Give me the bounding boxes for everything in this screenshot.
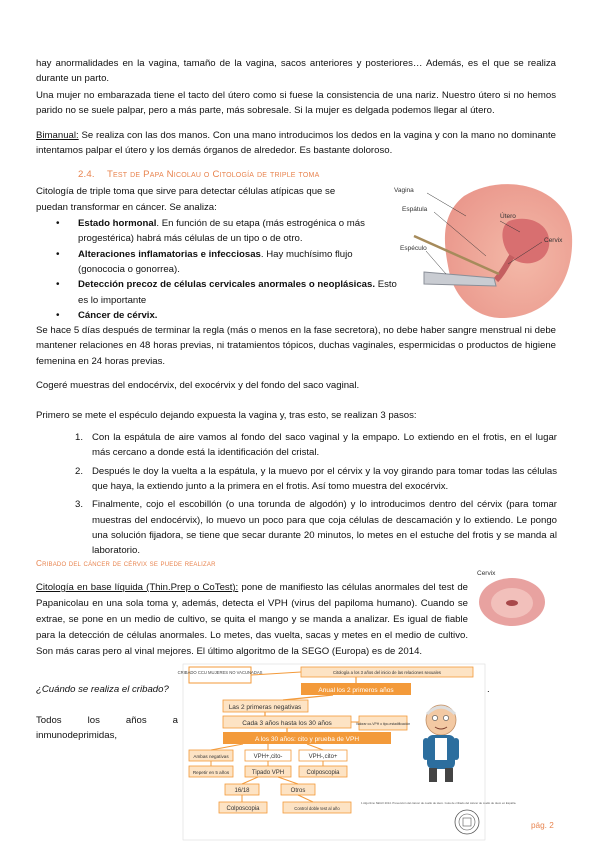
- bullet-bold: Cáncer de cérvix.: [78, 310, 158, 322]
- liquid-cytology-label: Citología en base líquida (Thin.Prep o CoTest):: [36, 582, 239, 593]
- question-period: .: [487, 684, 490, 695]
- anatomy-label-especulo: Espéculo: [400, 245, 427, 252]
- list-item: [56, 277, 400, 308]
- list-item: [75, 497, 557, 558]
- step-number: 2.: [75, 465, 84, 477]
- bullet-dot-icon: •: [56, 279, 60, 291]
- bullet-dot-icon: •: [56, 248, 60, 260]
- todos-text: Todos los años a inmunodeprimidas,: [36, 715, 178, 742]
- flow-text-valorar: Valorar co-VPH o tipo-estadificación: [355, 722, 411, 726]
- list-item: [56, 247, 400, 278]
- flow-text-control: Control doble test al año: [294, 806, 340, 811]
- bullet-bold: Detección precoz de células cervicales anormales o neoplásicas.: [78, 279, 376, 291]
- section-number: 2.4.: [78, 169, 95, 180]
- steps-list: [75, 430, 557, 559]
- anatomy-label-espatula: Espátula: [402, 206, 428, 213]
- cribado-flowchart: [177, 664, 517, 840]
- flow-text-vph-neg: VPH-,cito+: [308, 754, 338, 760]
- speculum-anatomy-illustration: [394, 176, 574, 320]
- bullet-text: Esto es lo importante: [78, 279, 397, 306]
- flow-text-30anos: A los 30 años: cito y prueba de VPH: [254, 736, 360, 743]
- bimanual-text: Se realiza con las dos manos. Con una mano introducimos los dedos en la vagina y con la mano no dominante intentamos palpar el útero y los demás órganos de alrededor. Es bastante doloroso.: [36, 130, 556, 157]
- flowchart-footnote: 1 Algoritmo SEGO 2014. Prevención del cáncer de cuello de útero. Guía de cribado del cáncer de cuello de útero en España.: [361, 801, 517, 805]
- triple-toma-intro: Citología de triple toma que sirve para detectar células atípicas que se puedan transformar en cáncer. Se analiza:: [36, 186, 336, 213]
- page-number: pág. 2: [531, 821, 554, 830]
- list-item: [56, 308, 400, 323]
- intro-paragraph-1: hay anormalidades en la vagina, tamaño de la vagina, sacos anteriores y posteriores… Además, es el que se realiza durante un parto.: [36, 58, 556, 85]
- flow-text-tipado: Tipado VPH: [251, 770, 285, 776]
- todos-text-line1: [36, 713, 178, 744]
- flow-text-otros: Otros: [290, 788, 306, 794]
- liquid-cytology-text: pone de manifiesto las células anormales del test de Papanicolau en una sola toma y, además, detecta el VPH (virus del papiloma humano). Cuando se extrae, se pone en un medio de cultivo, se quita el mango y se manda a analizar. Es igual de fiable para la detección de células anormales. Lo metes, das vuelta, sacas y metes en el medio de cultivo. Son más caras pero al vinal mejores. El último algoritmo de la SEGO (Europa) es de 2014.: [36, 582, 468, 658]
- flow-text-16-18: 16/18: [234, 788, 250, 794]
- bimanual-label: Bimanual:: [36, 130, 79, 141]
- cribado-question: ¿Cuándo se realiza el cribado?: [36, 684, 169, 695]
- timing-paragraph: Se hace 5 días después de terminar la regla (más o menos en la fase secretora), no debe haber sangre menstrual ni debe mantener relaciones en 48 horas previas, ni tratamientos tópicos, duchas vaginales, espermicidas o productos de higiene femenina en 24 horas previas.: [36, 325, 556, 367]
- label-line: [426, 251, 446, 274]
- flow-text-citologia: Citología a los 3 años del inicio de las relaciones sexuales: [332, 670, 442, 675]
- bullet-text: . Hay muchísimo flujo (gonococia o gonorrea).: [78, 248, 353, 276]
- flow-text-start: CRIBADO CCU MUJERES NO VACUNADAS: [177, 670, 263, 675]
- step-text: Después le doy la vuelta a la espátula, y la muevo por el cérvix y la voy girando para tomar todas las células que haya, la extiendo junto a la primera en el frotis. Así tomo muestra del exocérvix.: [92, 465, 557, 493]
- section-title: Test de Papa Nicolau o Citología de triple toma: [107, 169, 320, 180]
- flow-text-ambas: Ambas negativas: [193, 754, 229, 759]
- cervix-image-label: Cervix: [477, 570, 496, 577]
- step-text: Finalmente, cojo el escobillón (o una torunda de algodón) y lo introducimos dentro del cérvix (para tomar muestras del endocérvix), lo muevo un poco para que coja células de descamación y lo extiendo. Le pongo una solución fijadora, se tiene que secar durante 20 minutos, lo metes en el estuche del frotis y se manda al laboratorio.: [92, 499, 557, 557]
- samples-paragraph: Cogeré muestras del endocérvix, del exocérvix y del fondo del saco vaginal.: [36, 380, 360, 391]
- cervix-os: [506, 600, 518, 606]
- step-text: Con la espátula de aire vamos al fondo del saco vaginal y la empapo. Lo extiendo en el frotis, en el lugar más cercano a donde está la identificación del cristal.: [92, 432, 557, 459]
- flow-text-negativas: Las 2 primeras negativas: [228, 704, 302, 711]
- bullet-dot-icon: •: [56, 310, 60, 322]
- flow-text-vph-pos: VPH+,cito-: [253, 754, 283, 760]
- bullet-bold: Alteraciones inflamatorias e infecciosas: [78, 248, 261, 260]
- steps-intro-paragraph: Primero se mete el espéculo dejando expuesta la vagina y, tras esto, se realizan 3 pasos:: [36, 410, 417, 421]
- anatomy-label-vagina: Vagina: [394, 187, 414, 194]
- list-item: [56, 216, 400, 247]
- step-number: 1.: [75, 432, 84, 443]
- anatomy-label-cervix: Cervix: [544, 237, 563, 244]
- list-item: [75, 464, 557, 495]
- cervix-illustration: [475, 566, 547, 628]
- anatomy-label-utero: Útero: [500, 213, 516, 220]
- flow-text-colposcopia-1: Colposcopia: [306, 770, 340, 776]
- liquid-cytology-paragraph: [36, 580, 468, 661]
- analysis-list: [56, 216, 400, 323]
- list-item: [75, 430, 557, 461]
- flow-text-cada3: Cada 3 años hasta los 30 años: [242, 720, 332, 727]
- flow-text-repetir: Repetir en 5 años: [192, 770, 230, 775]
- cribado-heading: Cribado del cáncer de cérvix se puede realizar: [36, 559, 216, 568]
- flow-text-colposcopia-2: Colposcopia: [226, 806, 260, 812]
- bullet-bold: Estado hormonal: [78, 218, 157, 229]
- bimanual-paragraph: [36, 128, 556, 159]
- flow-text-anual: Anual los 2 primeros años: [318, 687, 394, 694]
- bullet-text: . En función de su etapa (más estrogénica o más progestérica) habrá más células de un tipo o de otro.: [78, 218, 365, 245]
- bullet-dot-icon: •: [56, 218, 60, 229]
- step-number: 3.: [75, 499, 84, 511]
- intro-paragraph-2: Una mujer no embarazada tiene el tacto del útero como si fuese la consistencia de una nariz. Nuestro útero si no hemos parido no se suele palpar, pero a más parte, más sobresale. Si la mujer es delgada podemos llegar al útero.: [36, 90, 556, 117]
